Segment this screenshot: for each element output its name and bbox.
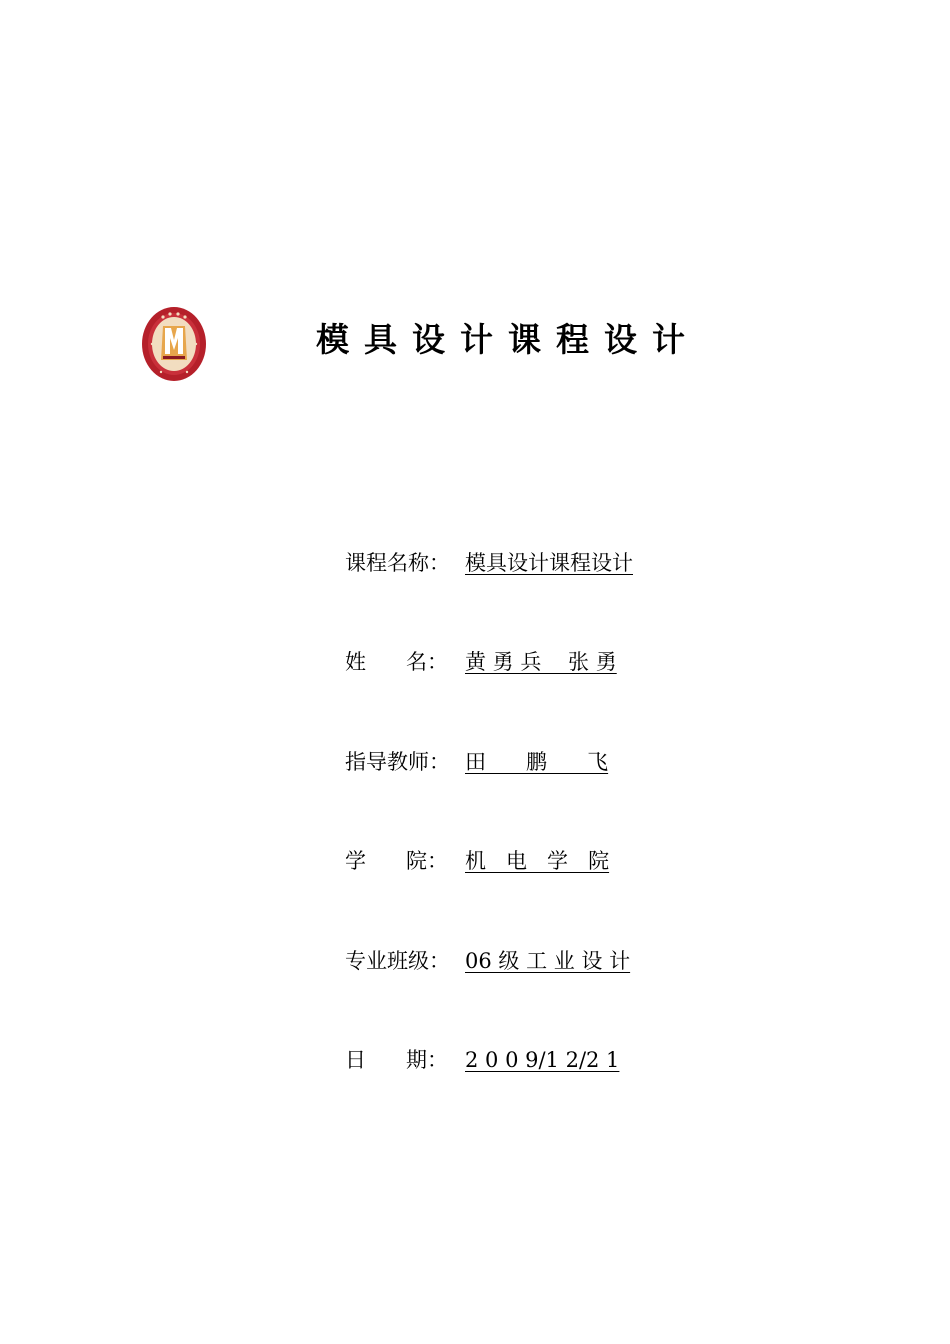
course-name-row bbox=[345, 548, 633, 578]
college-row bbox=[345, 846, 609, 876]
major-class-value: 06 级 工 业 设 计 bbox=[465, 949, 631, 973]
student-name-value: 黄 勇 兵 张 勇 bbox=[465, 650, 617, 674]
date-value: 2 0 0 9/1 2/2 1 bbox=[465, 1048, 620, 1072]
advisor-row bbox=[345, 747, 608, 777]
advisor-value: 田 鹏 飞 bbox=[465, 750, 609, 774]
college-value: 机 电 学 院 bbox=[465, 849, 610, 873]
college-label: 学 院： bbox=[345, 849, 449, 873]
course-name-value: 模具设计课程设计 bbox=[465, 551, 633, 575]
document-title: 模具设计课程设计 bbox=[316, 320, 700, 359]
student-name-label: 姓 名： bbox=[345, 650, 449, 674]
advisor-label: 指导教师： bbox=[345, 750, 450, 774]
course-name-label: 课程名称： bbox=[345, 551, 450, 575]
major-class-label: 专业班级： bbox=[345, 949, 450, 973]
date-row bbox=[345, 1045, 619, 1075]
student-name-row bbox=[345, 647, 617, 677]
seal-graphic bbox=[141, 306, 207, 382]
university-seal-logo bbox=[141, 306, 207, 382]
major-class-row bbox=[345, 946, 630, 976]
date-label: 日 期： bbox=[345, 1048, 449, 1072]
